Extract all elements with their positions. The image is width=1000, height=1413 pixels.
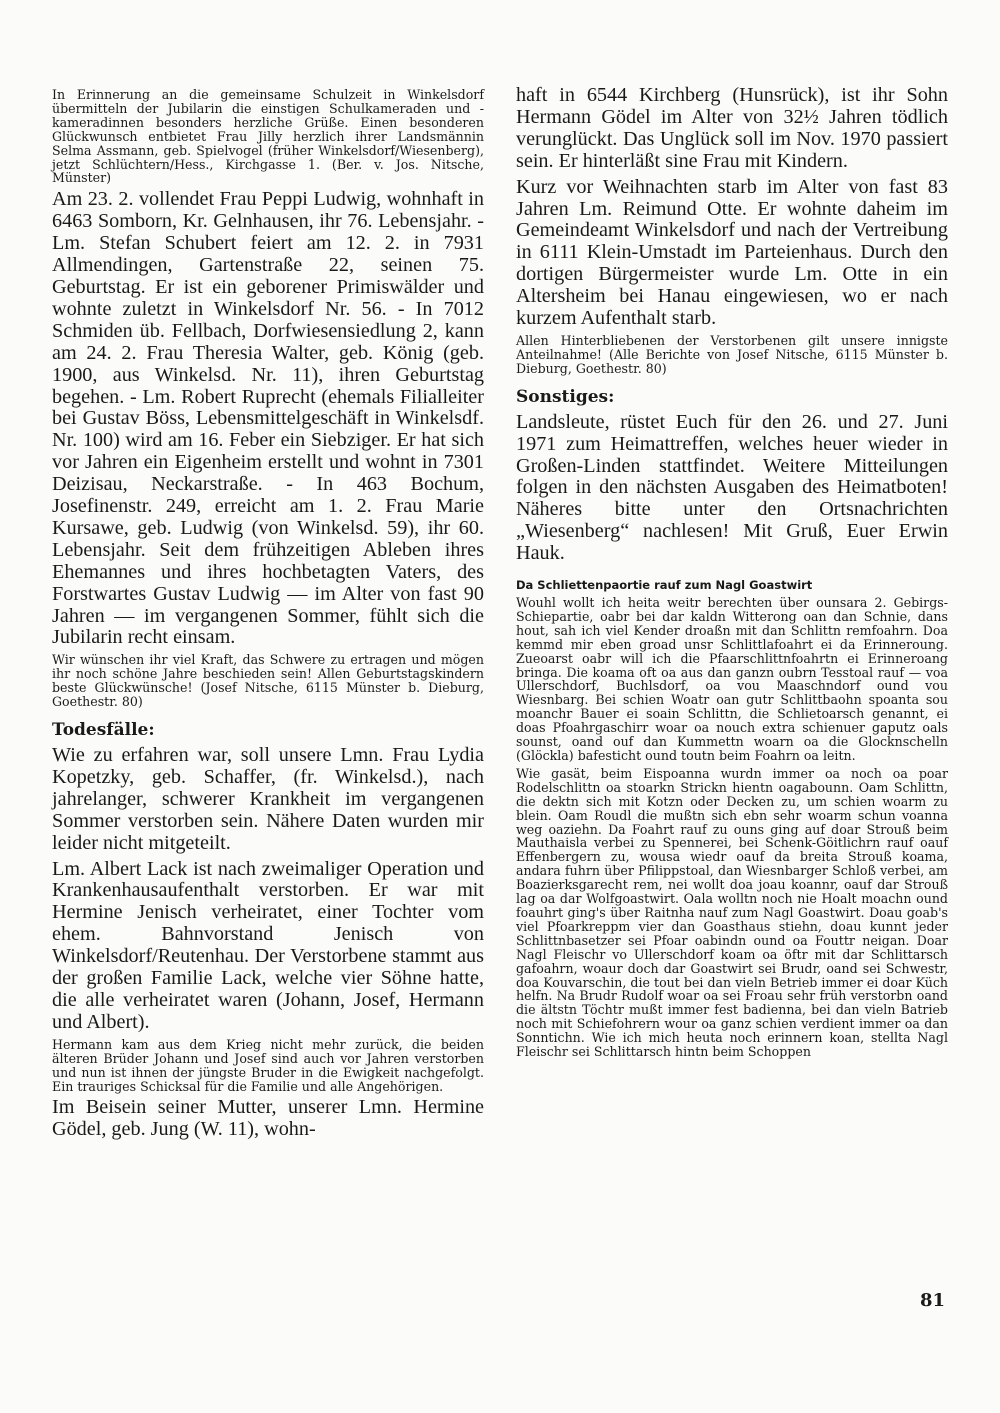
dialect-story-title: Da Schliettenpaortie rauf zum Nagl Goastwirt [516,578,813,593]
condolences-paragraph: Allen Hinterbliebenen der Verstorbenen gilt unsere innigste Anteilnahme! (Alle Berichte von Josef Nitsche, 6115 Münster b. Dieburg, Goethestr. 80) [516,332,948,376]
lack-family-paragraph: Hermann kam aus dem Krieg nicht mehr zurück, die beiden älteren Brüder Johann und Josef sind auch vor Jahren verstorben und nun ist ihnen der jüngste Bruder in die Ewigkeit nachgefolgt. Ein trauriges Schicksal für die Familie und alle Angehörigen. [52,1036,484,1094]
goedel-paragraph-continued: haft in 6544 Kirchberg (Hunsrück), ist ihr Sohn Hermann Gödel im Alter von 32½ Jahren tödlich verunglückt. Das Unglück soll im Nov. 1970 passiert sein. Er hinterläßt sine Frau mit Kindern. [516,84,948,172]
dialect-story-paragraph-1: Wouhl wollt ich heita weitr berechten über ounsara 2. Gebirgs-Schiepartie, oabr bei dar kaldn Witterong oan dan Schnie, dans hout, sah ich viel Kender droaßn mit dan Schlittn remfoahrn. Doa kemmd mir eben groad unsr Schlittlafoahrt ei da Erinneroung. Zueoarst oabr will ich die Pfaarschlittnfoahrtn ei Erinneroang bringa. Die koama oft oa aus dan ganzn oubrn Tesstoal rauf — voa Ullerschdorf, Buchlsdorf, oa vou Maaschndorf ound vou Wiesnbarg. Bei schien Woatr oan gutr Schlittbaohn spoanta sou moanchr Bauer ei soain Schlittn, die Schlietoarsch genannt, ei doas Pfoahrgaschirr woar oa nouch extra schienuer gaputz oals sounst, oand ouf dan Kummettn woarn oa die Glocknschelln (Glöckla) bafesticht ound toutn beim Foahrn oa leitn. [516,595,948,763]
birthdays-paragraph: Am 23. 2. vollendet Frau Peppi Ludwig, wohnhaft in 6463 Somborn, Kr. Gelnhausen, ihr 76. Lebensjahr. - Lm. Stefan Schubert feiert am 12. 2. in 7931 Allmendingen, Gartenstraße 22, seinen 75. Geburtstag. Er ist ein geborener Primiswälder und wohnte zuletzt in Winkelsdorf Nr. 56. - In 7012 Schmiden üb. Fellbach, Dorfwiesensiedlung 2, kann am 24. 2. Frau Theresia Walter, geb. König (geb. 1900, aus Winkelsd. Nr. 11), ihren Geburtstag begehen. - Lm. Robert Ruprecht (ehemals Filialleiter bei Gustav Böss, Lebensmittelgeschäft in Winkelsdf. Nr. 100) wird am 16. Feber ein Siebziger. Er hat sich vor Jahren ein Eigenheim erstellt und wohnt in 7301 Deizisau, Neckarstraße. - In 463 Bochum, Josefinenstr. 249, erreicht am 1. 2. Frau Marie Kursawe, geb. Ludwig (von Winkelsd. 59), ihr 60. Lebensjahr. Seit dem frühzeitigen Ableben ihres Ehemannes und ihres hochbetagten Vaters, des Forstwartes Gustav Ludwig — im Alter von fast 90 Jahren — im vergangenen Sommer, fühlt sich die Jubilarin recht einsam. [52,188,484,649]
death-lack-paragraph: Lm. Albert Lack ist nach zweimaliger Operation und Krankenhausaufenthalt verstorben. Er war mit Hermine Jenisch verheiratet, einer Tochter vom ehem. Bahnvorstand Jenisch von Winkelsdorf/Reutenhau. Der Verstorbene stammt aus der großen Familie Lack, welche vier Söhne hatte, die alle verheiratet waren (Johann, Josef, Hermann und Albert). [52,857,484,1033]
dialect-story-paragraph-2: Wie gasät, beim Eispoanna wurdn immer oa noch oa poar Rodelschlittn oa stoarkn Strickn hientn oagabounn. Oam Schlittn, die dektn sich mit Kotzn oder Decken zu, um schien woarm zu blein. Oam Roudl die mußtn sich ebn sehr woarm schun voanna weg oaziehn. Da Foahrt rauf zu ouns ging auf doar Strouß beim Mauthaisla verbei zu Spennerei, bei Schenk-Göitlichrn rauf oauf Effenbergern zu, wousa wiedr oauf da breita Strouß koama, andara fuhrn über Pfilippstoal, dan Wiesnbarger Schloß verbei, am Boazierksgarecht rem, nei wollt doa joau koannr, oauf dar Strouß lag oa dar Wolfgoastwirt. Oala wolltn noch nie Hoalt moachn ound foauhrt ging's über Raitnha nauf zum Nagl Goastwirt. Doau goab's viel Pfoarkreppm vier dan Goasthaus stiehn, doau kunnt jeder Schlittnbasetzer sei Pfoar oabindn ound oa Fouttr neigan. Doar Nagl Fleischr vo Ullerschdorf koam oa öftr mit dar Schlittarsch gafoahrn, woaur doch dar Goastwirt sei Brudr, oand sei Schwestr, doa Kouvarschin, die tout bei dan vieln Betrieb immer ei doar Küch helfn. Na Brudr Rudolf woar oa sei Froau sehr früh verstorbn oand die ältstn Töchtr mußt immer fest badienna, bei dan vieln Batrieb noch mit Schiefohrern wour oa ganz schien verdient immer oa dan Sonntichn. Wie ich mich heuta noch erinnern koan, stellta Nagl Fleischr sei Schlittarsch hintn beim Schoppen [516,765,948,1060]
birthday-wishes-paragraph: Wir wünschen ihr viel Kraft, das Schwere zu ertragen und mögen ihr noch schöne Jahre beschieden sein! Allen Geburtstagskindern beste Glückwünsche! (Josef Nitsche, 6115 Münster b. Dieburg, Goethestr. 80) [52,652,484,710]
goedel-paragraph-start: Im Beisein seiner Mutter, unserer Lmn. Hermine Gödel, geb. Jung (W. 11), wohn- [52,1096,484,1141]
deaths-heading: Todesfälle: [52,720,155,740]
page-number: 81 [920,1290,946,1311]
birthday-greeting-paragraph: In Erinnerung an die gemeinsame Schulzeit in Winkelsdorf übermitteln der Jubilarin die einstigen Schulkameraden und -kameradinnen besonders herzliche Grüße. Einen besonderen Glückwunsch entbietet Frau Jilly herzlich ihrer Landsmännin Selma Assmann, geb. Spielvogel (früher Winkelsdorf/Wiesenberg), jetzt Schlüchtern/Hess., Kirchgasse 1. (Ber. v. Jos. Nitsche, Münster) [52,87,484,186]
death-kopetzky-paragraph: Wie zu erfahren war, soll unsere Lmn. Frau Lydia Kopetzky, geb. Schaffer, (fr. Winkelsd.), nach jahrelanger, schwerer Krankheit im vergangenen Sommer verstorben sein. Nähere Daten wurden mir leider nicht mitgeteilt. [52,744,484,854]
reunion-paragraph: Landsleute, rüstet Euch für den 26. und 27. Juni 1971 zum Heimattreffen, welches heuer wieder in Großen-Linden stattfindet. Weitere Mitteilungen folgen in den nächsten Ausgaben des Heimatboten! Näheres bitte unter den Ortsnachrichten „Wiesenberg“ nachlesen! Mit Gruß, Euer Erwin Hauk. [516,410,948,565]
death-otte-paragraph: Kurz vor Weihnachten starb im Alter von fast 83 Jahren Lm. Reimund Otte. Er wohnte daheim im Gemeindeamt Winkelsdorf und nach der Vertreibung in 6111 Klein-Umstadt im Parteienhaus. Durch den dortigen Bürgermeister wurde Lm. Otte in ein Altersheim bei Hanau eingewiesen, wo er nach kurzem Aufenthalt starb. [516,175,948,330]
miscellaneous-heading: Sonstiges: [516,386,615,407]
left-column [52,88,484,1145]
right-column [516,84,948,1063]
